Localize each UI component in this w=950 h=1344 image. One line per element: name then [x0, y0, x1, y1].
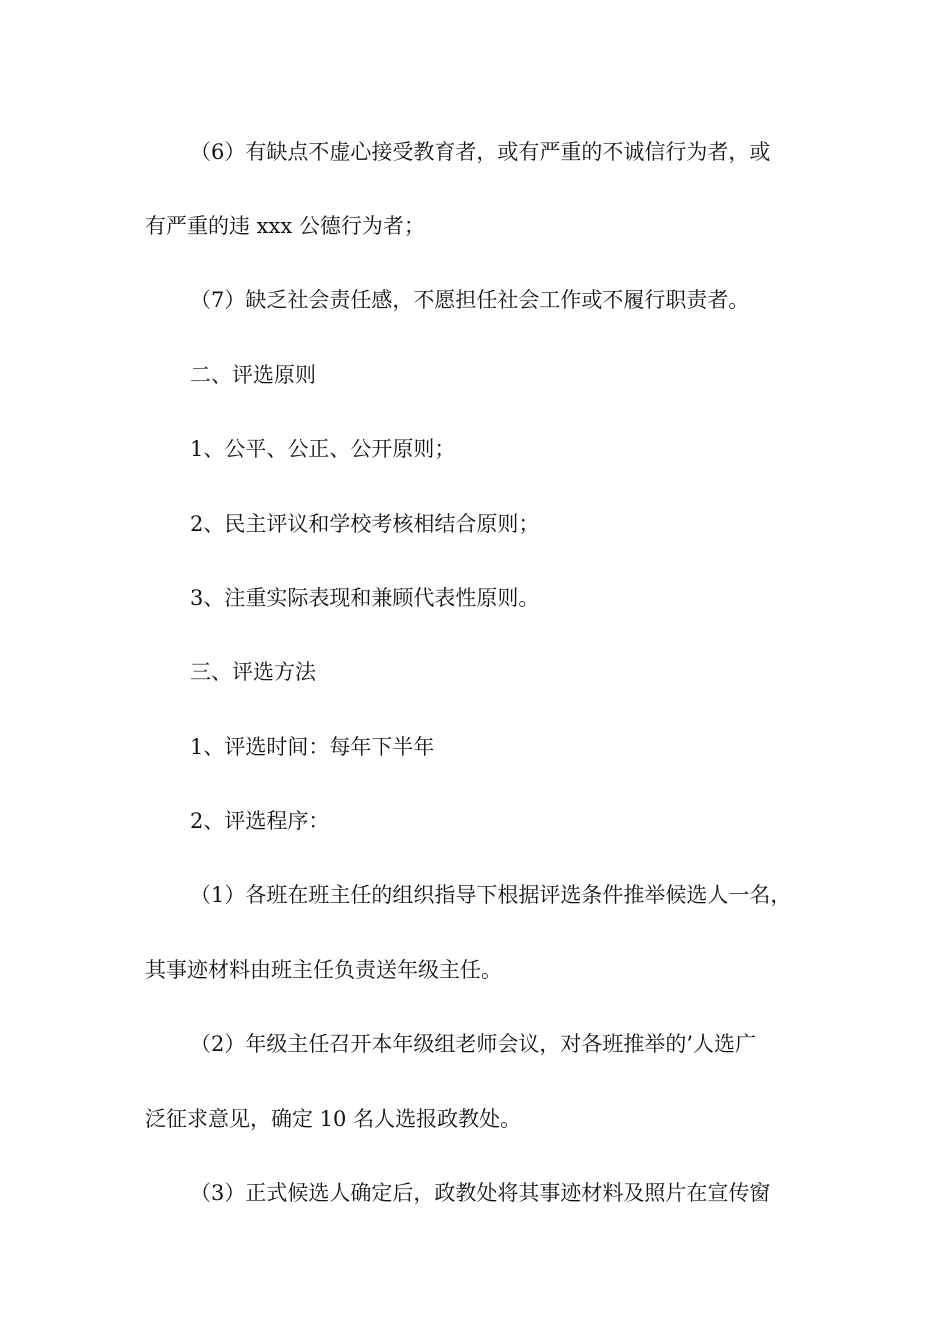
list-item: 1、评选时间：每年下半年	[190, 735, 435, 759]
paragraph-line: （7）缺乏社会责任感，不愿担任社会工作或不履行职责者。	[190, 288, 750, 312]
paragraph-line: （2）年级主任召开本年级组老师会议，对各班推举的’人选广	[190, 1032, 757, 1056]
list-item: 3、注重实际表现和兼顾代表性原则。	[190, 586, 540, 610]
paragraph-line: （1）各班在班主任的组织指导下根据评选条件推举候选人一名，	[190, 883, 792, 907]
list-item: 2、民主评议和学校考核相结合原则；	[190, 512, 540, 536]
paragraph-line: 有严重的违 xxx 公德行为者；	[145, 214, 425, 238]
paragraph-line: 其事迹材料由班主任负责送年级主任。	[145, 958, 502, 982]
section-heading: 三、评选方法	[190, 660, 316, 684]
section-heading: 二、评选原则	[190, 363, 316, 387]
paragraph-line: 泛征求意见，确定 10 名人选报政教处。	[145, 1107, 522, 1131]
list-item: 1、公平、公正、公开原则；	[190, 437, 456, 461]
list-item: 2、评选程序：	[190, 809, 330, 833]
paragraph-line: （3）正式候选人确定后，政教处将其事迹材料及照片在宣传窗	[190, 1181, 771, 1205]
paragraph-line: （6）有缺点不虚心接受教育者，或有严重的不诚信行为者，或	[190, 140, 771, 164]
